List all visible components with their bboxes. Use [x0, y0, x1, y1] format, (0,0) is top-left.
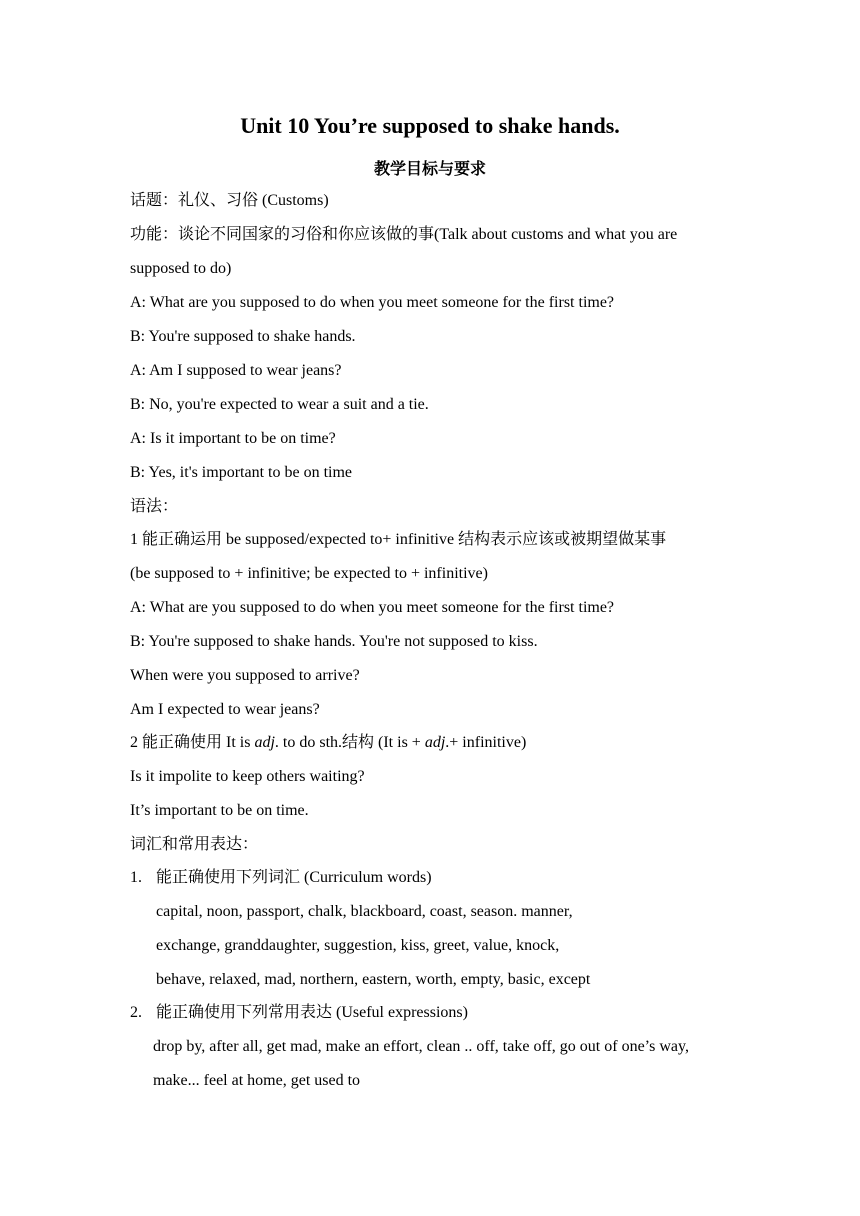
section-subtitle: 教学目标与要求: [373, 161, 486, 178]
grammar-point-1-line-1: 1 能正确运用 be supposed/expected to+ infinitive 结构表示应该或被期望做某事: [130, 531, 667, 548]
grammar-point-2: [130, 733, 750, 753]
dialogue-line: B: Yes, it's important to be on time: [130, 464, 352, 481]
example-line: Am I expected to wear jeans?: [130, 701, 320, 718]
grammar-heading: 语法：: [130, 498, 179, 515]
vocab-item-1: [130, 868, 750, 888]
grammar-point-2-text: . to do sth.结构 (It is +: [274, 734, 425, 751]
vocab-item-2: [130, 1003, 750, 1023]
function-line-2: supposed to do): [130, 260, 232, 277]
vocab-item-label: 能正确使用下列词汇 (Curriculum words): [156, 869, 432, 886]
vocab-heading: 词汇和常用表达：: [130, 836, 259, 853]
dialogue-line: B: You're supposed to shake hands.: [130, 328, 356, 345]
vocab-words-line: behave, relaxed, mad, northern, eastern, worth, empty, basic, except: [156, 971, 591, 988]
document-title: Unit 10 You’re supposed to shake hands.: [240, 113, 620, 138]
grammar-point-2-adj: adj: [254, 734, 275, 751]
grammar-point-2-adj: adj: [424, 734, 446, 751]
function-line-1: 功能：谈论不同国家的习俗和你应该做的事(Talk about customs and what you are: [130, 226, 678, 243]
example-line: Is it impolite to keep others waiting?: [130, 768, 365, 785]
vocab-words-line: exchange, granddaughter, suggestion, kiss, greet, value, knock,: [156, 937, 560, 954]
example-line: It’s important to be on time.: [130, 802, 309, 819]
dialogue-line: A: Am I supposed to wear jeans?: [130, 362, 342, 379]
example-line: A: What are you supposed to do when you meet someone for the first time?: [130, 599, 615, 616]
vocab-item-label: 能正确使用下列常用表达 (Useful expressions): [156, 1004, 468, 1021]
grammar-point-2-text: .+ infinitive): [445, 734, 527, 751]
expressions-line: make... feel at home, get used to: [153, 1072, 361, 1089]
dialogue-line: A: Is it important to be on time?: [130, 430, 336, 447]
example-line: B: You're supposed to shake hands. You're not supposed to kiss.: [130, 633, 538, 650]
example-line: When were you supposed to arrive?: [130, 667, 360, 684]
dialogue-line: B: No, you're expected to wear a suit and a tie.: [130, 396, 429, 413]
topic-line: 话题：礼仪、习俗 (Customs): [130, 192, 329, 209]
vocab-words-line: capital, noon, passport, chalk, blackboard, coast, season. manner,: [156, 903, 573, 920]
expressions-line: drop by, after all, get mad, make an effort, clean .. off, take off, go out of one’s way,: [153, 1038, 689, 1055]
grammar-point-2-text: 2 能正确使用 It is: [130, 734, 255, 751]
grammar-point-1-line-2: (be supposed to + infinitive; be expected to + infinitive): [130, 565, 488, 582]
dialogue-line: A: What are you supposed to do when you meet someone for the first time?: [130, 294, 615, 311]
list-number: 2.: [130, 1004, 142, 1021]
list-number: 1.: [130, 869, 142, 886]
